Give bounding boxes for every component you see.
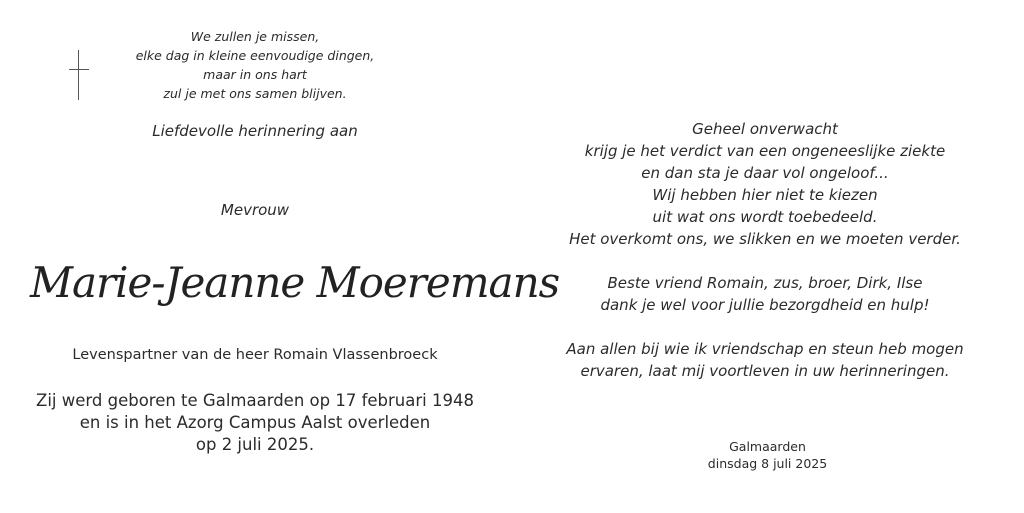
poem-line: krijg je het verdict van een ongeneeslijke ziekte (584, 142, 946, 160)
date: dinsdag 8 juli 2025 (707, 456, 828, 471)
partner-line: Levenspartner van de heer Romain Vlassenbroeck (72, 347, 438, 363)
poem-line: Wij hebben hier niet te kiezen (652, 186, 878, 204)
poem-line: We zullen je missen, (190, 29, 320, 44)
poem-line: Beste vriend Romain, zus, broer, Dirk, Ilse (607, 274, 923, 292)
poem-line: dank je wel voor jullie bezorgdheid en hulp! (600, 296, 930, 314)
poem-line: Geheel onverwacht (692, 120, 838, 138)
poem-line: ervaren, laat mij voortleven in uw herinneringen. (580, 362, 950, 380)
honorific-title: Mevrouw (220, 201, 290, 219)
memory-line: Liefdevolle herinnering aan (152, 122, 358, 140)
birth-line: en is in het Azorg Campus Aalst overleden (79, 413, 431, 432)
birth-death-text (30, 390, 480, 456)
deceased-name: Marie-Jeanne Moeremans (30, 258, 560, 307)
stanza (560, 118, 970, 250)
place-date (680, 438, 855, 472)
poem-line: elke dag in kleine eenvoudige dingen, (135, 48, 375, 63)
poem-line: Het overkomt ons, we slikken en we moeten verder. (569, 230, 961, 248)
poem-line: maar in ons hart (203, 67, 307, 82)
cross-icon (69, 50, 89, 100)
stanza (560, 272, 970, 316)
poem-line: uit wat ons wordt toebedeeld. (652, 208, 878, 226)
right-poem (560, 118, 970, 404)
poem-line: en dan sta je daar vol ongeloof... (641, 164, 889, 182)
birth-line: op 2 juli 2025. (195, 435, 315, 454)
poem-line: Aan allen bij wie ik vriendschap en steun heb mogen (566, 340, 964, 358)
poem-line: zul je met ons samen blijven. (163, 86, 347, 101)
left-poem (110, 27, 400, 103)
birth-line: Zij werd geboren te Galmaarden op 17 februari 1948 (36, 391, 474, 410)
place: Galmaarden (729, 439, 806, 454)
stanza (560, 338, 970, 382)
